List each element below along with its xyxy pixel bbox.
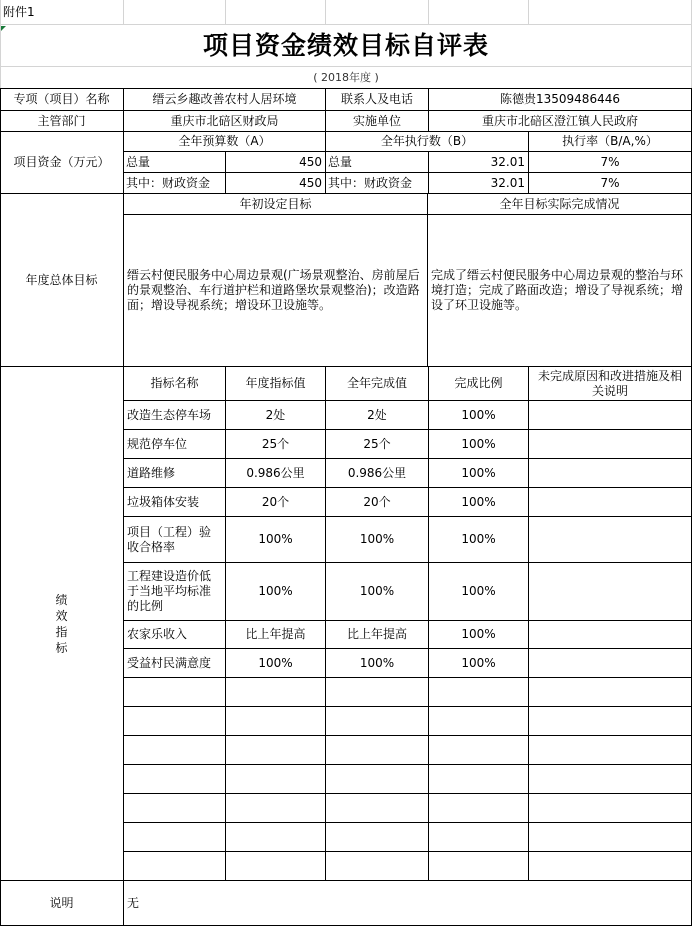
exec-finance-label: 其中：财政资金 [328,175,413,190]
budget-header: 全年预算数（A） [178,134,271,148]
table-row-name: 项目（工程）验收合格率 [127,524,212,554]
rate-header: 执行率（B/A,%） [562,134,658,148]
exec-total-value: 32.01 [490,154,525,169]
perf-header-actual: 全年完成值 [346,376,407,390]
table-row-ratio: 100% [461,655,496,670]
year-label: ( 2018年度 ) [313,71,379,84]
table-row-name: 改造生态停车场 [127,407,212,422]
table-row-name: 工程建设造价低于当地平均标准的比例 [127,569,212,613]
perf-label: 绩 效 指 标 [55,592,68,655]
exec-total-label: 总量 [328,154,353,169]
budget-finance-label: 其中：财政资金 [126,175,211,190]
goal-actual-header: 全年目标实际完成情况 [499,196,620,211]
project-name-value: 缙云乡趣改善农村人居环境 [152,92,297,106]
table-row-note [529,649,691,677]
table-row-actual: 100% [359,584,395,598]
table-row-target: 2处 [265,407,286,422]
perf-header-name: 指标名称 [150,376,199,390]
perf-header-note: 未完成原因和改进措施及相关说明 [537,368,682,398]
attachment-label: 附件1 [3,4,35,19]
table-row-note [529,488,691,516]
table-row-actual: 20个 [363,494,391,509]
funds-label: 项目资金（万元） [13,155,110,169]
table-row-target: 比上年提高 [245,627,306,641]
perf-header-ratio: 完成比例 [454,376,503,390]
exec-header: 全年执行数（B） [380,134,474,148]
table-row-actual: 2处 [367,407,387,422]
remark-value: 无 [127,895,140,910]
table-row-note [529,459,691,487]
table-row-ratio: 100% [461,584,496,598]
table-row-actual: 0.986公里 [347,465,407,480]
budget-total-label: 总量 [126,154,151,169]
table-row-note [529,430,691,458]
table-row-name: 农家乐收入 [127,627,188,641]
table-row-note [529,517,691,562]
goal-initial-text: 缙云村便民服务中心周边景观(广场景观整治、房前屋后的景观整治、车行道护栏和道路堡坎景观整治)；改造路面；增设导视系统；增设环卫设施等。 [127,268,420,312]
contact-label: 联系人及电话 [340,92,413,106]
table-row-ratio: 100% [461,494,496,509]
goal-actual-text: 完成了缙云村便民服务中心周边景观的整治与环境打造；完成了路面改造；增设了导视系统；增设了环卫设施等。 [431,268,684,312]
table-row-name: 道路维修 [127,465,176,480]
project-name-label: 专项（项目）名称 [13,92,110,106]
dept-label: 主管部门 [37,113,86,128]
rate-finance-value: 7% [600,175,620,190]
rate-total-value: 7% [600,154,620,169]
table-row-ratio: 100% [461,532,496,546]
remark-label: 说明 [49,895,74,910]
table-row-note [529,563,691,620]
perf-header-target: 年度指标值 [245,376,306,390]
budget-total-value: 450 [299,154,322,169]
table-row-ratio: 100% [461,436,496,451]
contact-value: 陈德贵13509486446 [500,92,620,106]
impl-label: 实施单位 [352,113,401,128]
table-row-actual: 比上年提高 [346,627,407,641]
table-row-ratio: 100% [461,407,496,422]
table-row-ratio: 100% [461,465,496,480]
table-row-target: 20个 [261,494,290,509]
table-row-note [529,621,691,648]
table-row-target: 0.986公里 [246,465,305,480]
impl-value: 重庆市北碚区澄江镇人民政府 [481,113,638,128]
goal-initial-header: 年初设定目标 [239,196,312,211]
table-row-target: 100% [258,532,293,546]
dept-value: 重庆市北碚区财政局 [170,113,279,128]
page-title: 项目资金绩效目标自评表 [202,31,489,60]
table-row-name: 受益村民满意度 [127,655,212,670]
exec-finance-value: 32.01 [490,175,525,190]
table-row-name: 规范停车位 [127,436,188,451]
table-row-target: 100% [258,584,293,598]
table-row-actual: 25个 [363,436,391,451]
table-row-actual: 100% [359,532,395,546]
goal-label: 年度总体目标 [25,272,98,287]
table-row-actual: 100% [359,655,395,670]
budget-finance-value: 450 [299,175,322,190]
table-row-ratio: 100% [461,627,496,641]
table-row-name: 垃圾箱体安装 [127,494,200,509]
table-row-note [529,401,691,429]
table-row-target: 100% [258,655,293,670]
table-row-target: 25个 [261,436,290,451]
